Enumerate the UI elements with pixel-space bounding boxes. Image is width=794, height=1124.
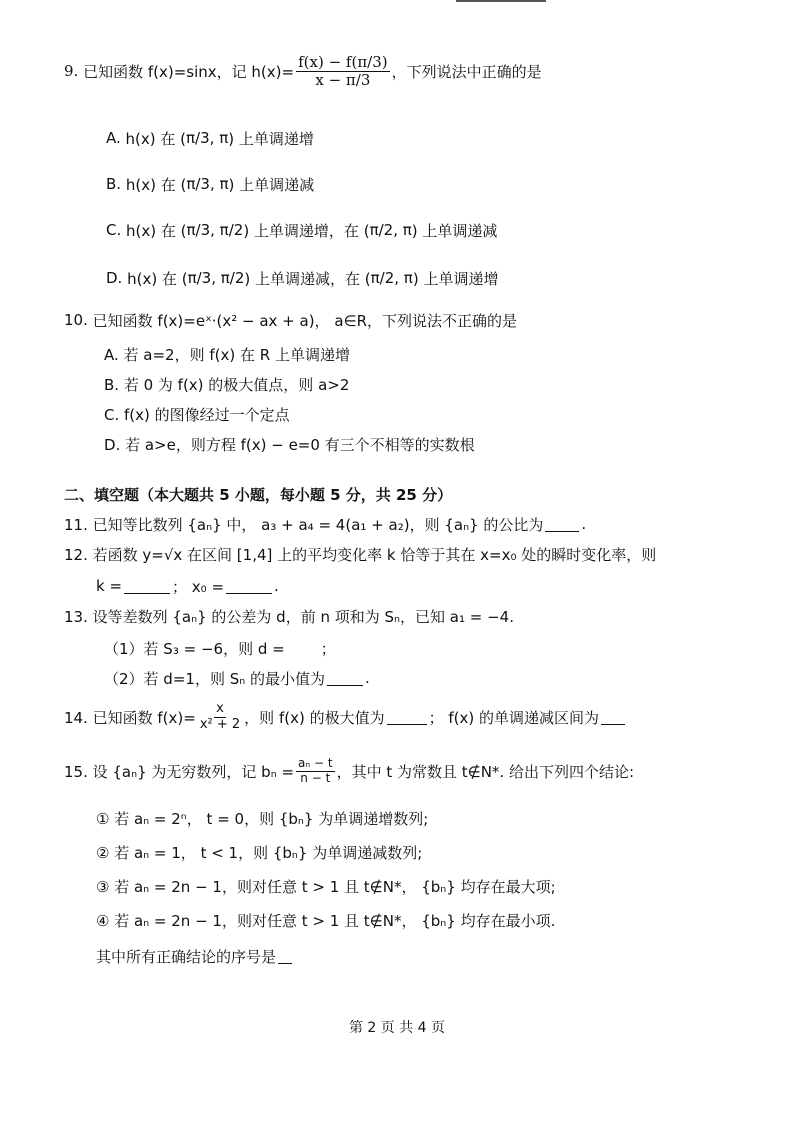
answer-blank-k[interactable] xyxy=(124,579,170,594)
question-13-stem: 13. 设等差数列 {aₙ} 的公差为 d，前 n 项和为 Sₙ，已知 a₁ = −4. xyxy=(64,607,514,626)
top-edge-mark xyxy=(456,0,546,6)
q9-frac-denominator: x − π/3 xyxy=(315,70,371,89)
q14-frac-numerator: x xyxy=(216,701,224,717)
option-text-end: ) 上单调递增 xyxy=(412,269,499,288)
question-12-line2 xyxy=(96,574,279,598)
q9-tail: ，下列说法中正确的是 xyxy=(391,62,542,81)
option-label: D. xyxy=(106,269,123,287)
q12-x0-label: ； x₀ = xyxy=(172,577,225,596)
answer-blank-interval[interactable] xyxy=(601,710,625,725)
page-footer: 第 2 页 共 4 页 xyxy=(348,1020,446,1036)
q10-option-c: C. f(x) 的图像经过一个定点 xyxy=(104,405,290,424)
q9-option-b xyxy=(106,166,314,202)
q10-option-b: B. 若 0 为 f(x) 的极大值点，则 a>2 xyxy=(104,375,350,394)
option-label: A. xyxy=(106,129,121,147)
q15-item-2: ② 若 aₙ = 1， t < 1，则 {bₙ} 为单调递减数列; xyxy=(96,843,423,862)
option-text: h(x) 在 ( xyxy=(126,221,187,240)
q9-intro: 已知函数 f(x)=sinx，记 h(x)= xyxy=(83,62,295,81)
q10-option-a: A. 若 a=2，则 f(x) 在 R 上单调递增 xyxy=(104,345,350,364)
option-interval: π/3, π/2 xyxy=(187,269,245,287)
q15-fraction xyxy=(296,757,335,784)
q10-option-d: D. 若 a>e，则方程 f(x) − e=0 有三个不相等的实数根 xyxy=(104,435,475,454)
q15-closing-text: 其中所有正确结论的序号是 xyxy=(96,947,277,966)
q14-fraction xyxy=(198,702,242,732)
option-text: h(x) 在 ( xyxy=(127,269,188,288)
question-15-stem xyxy=(64,750,634,792)
answer-blank-x0[interactable] xyxy=(226,579,272,594)
q10-number: 10. xyxy=(64,311,88,329)
q11-text: 11. 已知等比数列 {aₙ} 中， a₃ + a₄ = 4(a₁ + a₂)，则 {aₙ} 的公比为 xyxy=(64,515,544,534)
q15-item-4: ④ 若 aₙ = 2n − 1，则对任意 t > 1 且 t∉N*， {bₙ} 均存在最小项. xyxy=(96,911,556,930)
option-interval: π/3, π xyxy=(186,129,229,147)
q15-closing xyxy=(96,944,294,968)
option-interval: π/3, π xyxy=(186,175,229,193)
q12-k-label: k = xyxy=(96,577,123,595)
q15-frac-denominator: n − t xyxy=(300,770,331,785)
question-13-part2 xyxy=(104,666,370,690)
option-text-end: ) 上单调递增 xyxy=(228,129,314,148)
q9-frac-numerator: f(x) − f(π/3) xyxy=(298,53,388,71)
option-text: h(x) 在 ( xyxy=(125,129,187,148)
answer-blank[interactable] xyxy=(278,949,292,964)
q13-part1-text: （1）若 S₃ = −6，则 d = xyxy=(104,639,285,658)
q15-item-1: ① 若 aₙ = 2ⁿ， t = 0，则 {bₙ} 为单调递增数列; xyxy=(96,809,429,828)
option-text: h(x) 在 ( xyxy=(125,175,187,194)
q14-pre: 14. 已知函数 f(x)= xyxy=(64,708,196,727)
question-11: 11. 已知等比数列 {aₙ} 中， a₃ + a₄ = 4(a₁ + a₂)，则 {aₙ} 的公比为 . xyxy=(64,515,587,534)
question-9-stem xyxy=(64,36,542,106)
section-2-heading: 二、填空题（本大题共 5 小题，每小题 5 分，共 25 分） xyxy=(64,485,453,504)
q9-fraction xyxy=(296,54,390,88)
question-12-line1: 12. 若函数 y=√x 在区间 [1,4] 上的平均变化率 k 恰等于其在 x=x₀ 处的瞬时变化率，则 xyxy=(64,545,657,564)
q14-mid2: ； f(x) 的单调递减区间为 xyxy=(428,708,599,727)
option-interval: π/3, π/2 xyxy=(186,221,244,239)
q15-item-3: ③ 若 aₙ = 2n − 1，则对任意 t > 1 且 t∉N*， {bₙ} 均存在最大项; xyxy=(96,877,556,896)
q9-option-c xyxy=(106,212,497,248)
q12-end: . xyxy=(274,577,279,595)
option-text-end: ) 上单调递减 xyxy=(411,221,498,240)
option-text-end: ) 上单调递减 xyxy=(228,175,315,194)
q15-pre: 15. 设 {aₙ} 为无穷数列，记 bₙ = xyxy=(64,762,295,781)
option-text-mid: ) 上单调递增，在 ( xyxy=(243,221,370,240)
q9-option-a xyxy=(106,120,314,156)
answer-blank[interactable] xyxy=(545,517,579,532)
option-text-mid: ) 上单调递减，在 ( xyxy=(244,269,371,288)
q13-part2-end: . xyxy=(364,669,370,687)
option-interval-2: π/2, π xyxy=(370,269,413,287)
option-interval-2: π/2, π xyxy=(369,221,412,239)
q14-frac-denominator: x² + 2 xyxy=(199,716,241,732)
q10-stem-text: 已知函数 f(x)=eˣ·(x² − ax + a)， a∈R，下列说法不正确的是 xyxy=(92,311,518,330)
answer-blank-max[interactable] xyxy=(387,710,427,725)
q15-frac-numerator: aₙ − t xyxy=(298,756,333,771)
q13-part2-text: （2）若 d=1，则 Sₙ 的最小值为 xyxy=(104,669,325,688)
q14-mid: ，则 f(x) 的极大值为 xyxy=(244,708,385,727)
q9-option-d xyxy=(106,260,498,296)
q13-part1-end: ； xyxy=(320,639,336,658)
q15-post: ，其中 t 为常数且 t∉N*. 给出下列四个结论: xyxy=(336,762,635,781)
q9-number: 9. xyxy=(64,62,79,80)
option-label: C. xyxy=(106,221,122,239)
question-13-part1 xyxy=(104,636,336,660)
question-14 xyxy=(64,696,627,738)
answer-blank[interactable] xyxy=(327,671,363,686)
option-label: B. xyxy=(106,175,122,193)
question-10-stem xyxy=(64,308,517,332)
